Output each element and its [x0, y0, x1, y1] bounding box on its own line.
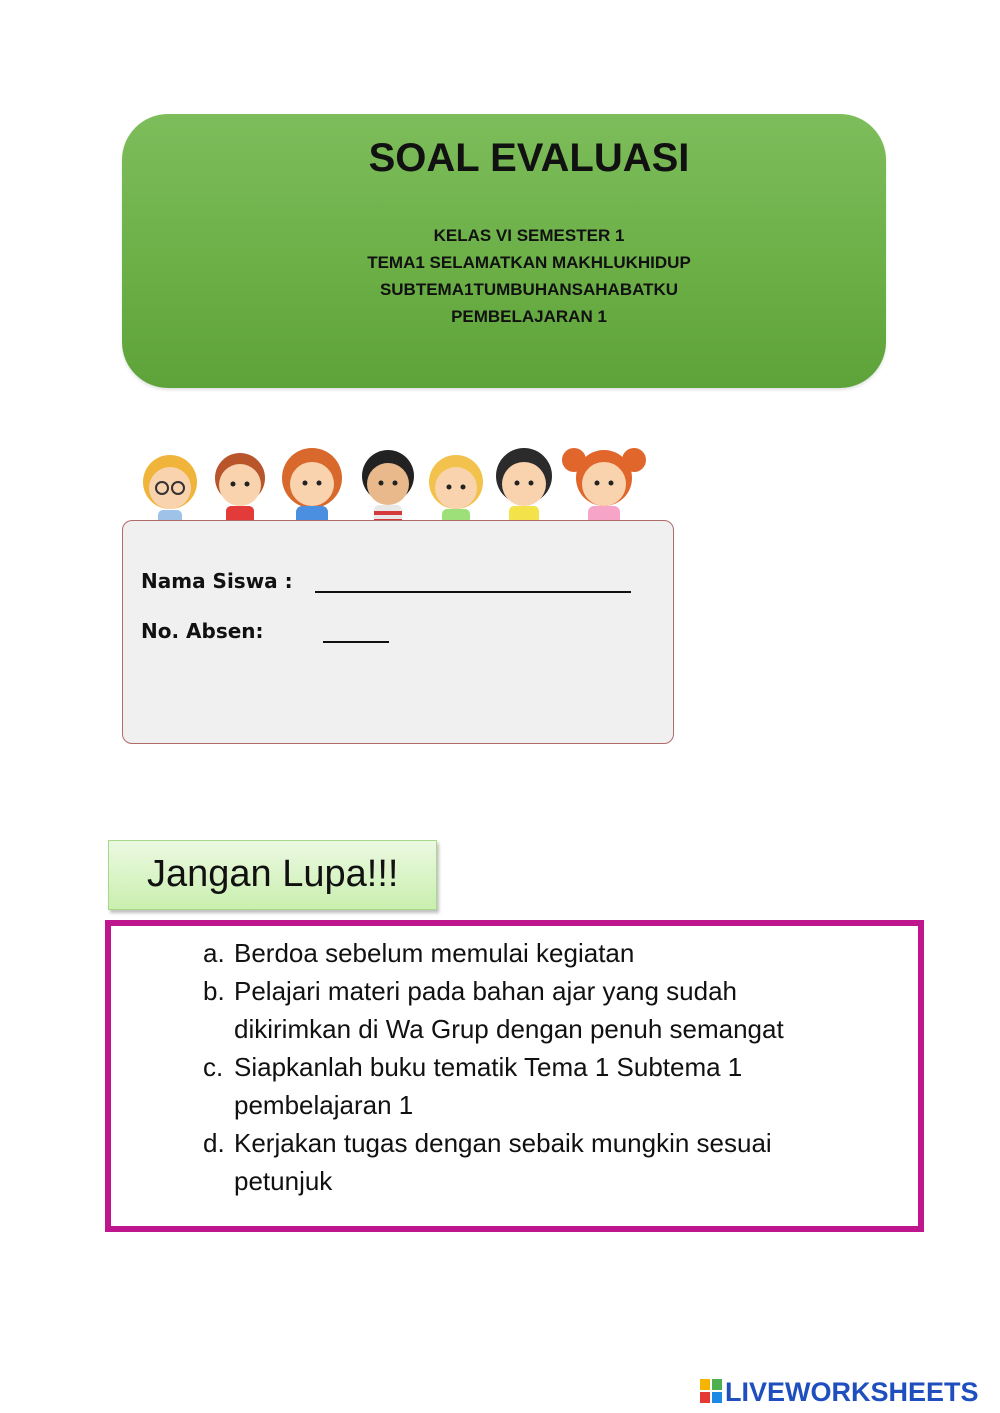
reminder-heading-box [108, 840, 437, 910]
list-marker: b. [203, 976, 225, 1006]
list-item-text: Berdoa sebelum memulai kegiatan [234, 938, 635, 968]
page-title: SOAL EVALUASI [368, 136, 690, 180]
list-item-text: Siapkanlah buku tematik Tema 1 Subtema 1 [234, 1052, 743, 1082]
subtitle-line: TEMA1 SELAMATKAN MAKHLUKHIDUP [367, 253, 691, 272]
reminder-list-box [105, 920, 924, 1232]
list-marker: d. [203, 1128, 225, 1158]
student-name-label: Nama Siswa : [141, 569, 293, 593]
reminder-heading: Jangan Lupa!!! [147, 853, 399, 895]
child-figure [143, 455, 197, 530]
student-info-card [122, 520, 674, 744]
absen-number-field[interactable] [323, 641, 389, 643]
subtitle-line: PEMBELAJARAN 1 [451, 307, 607, 326]
liveworksheets-logo-icon [700, 1379, 722, 1403]
title-banner [122, 114, 886, 388]
list-item-text: Kerjakan tugas dengan sebaik mungkin sesuai [234, 1128, 772, 1158]
subtitle-line: KELAS VI SEMESTER 1 [433, 226, 625, 245]
student-name-field[interactable] [315, 591, 631, 593]
liveworksheets-brand[interactable] [700, 1374, 996, 1410]
absen-number-label: No. Absen: [141, 619, 264, 643]
list-marker: a. [203, 938, 225, 968]
list-item-text: pembelajaran 1 [234, 1090, 414, 1120]
brand-name: LIVEWORKSHEETS [725, 1377, 979, 1407]
list-item-text: petunjuk [234, 1166, 333, 1196]
subtitle-block [172, 222, 886, 330]
subtitle-line: SUBTEMA1TUMBUHANSAHABATKU [379, 280, 679, 299]
list-marker: c. [203, 1052, 224, 1082]
list-item-text: Pelajari materi pada bahan ajar yang sudah [234, 976, 738, 1006]
list-item-text: dikirimkan di Wa Grup dengan penuh semangat [234, 1014, 784, 1044]
